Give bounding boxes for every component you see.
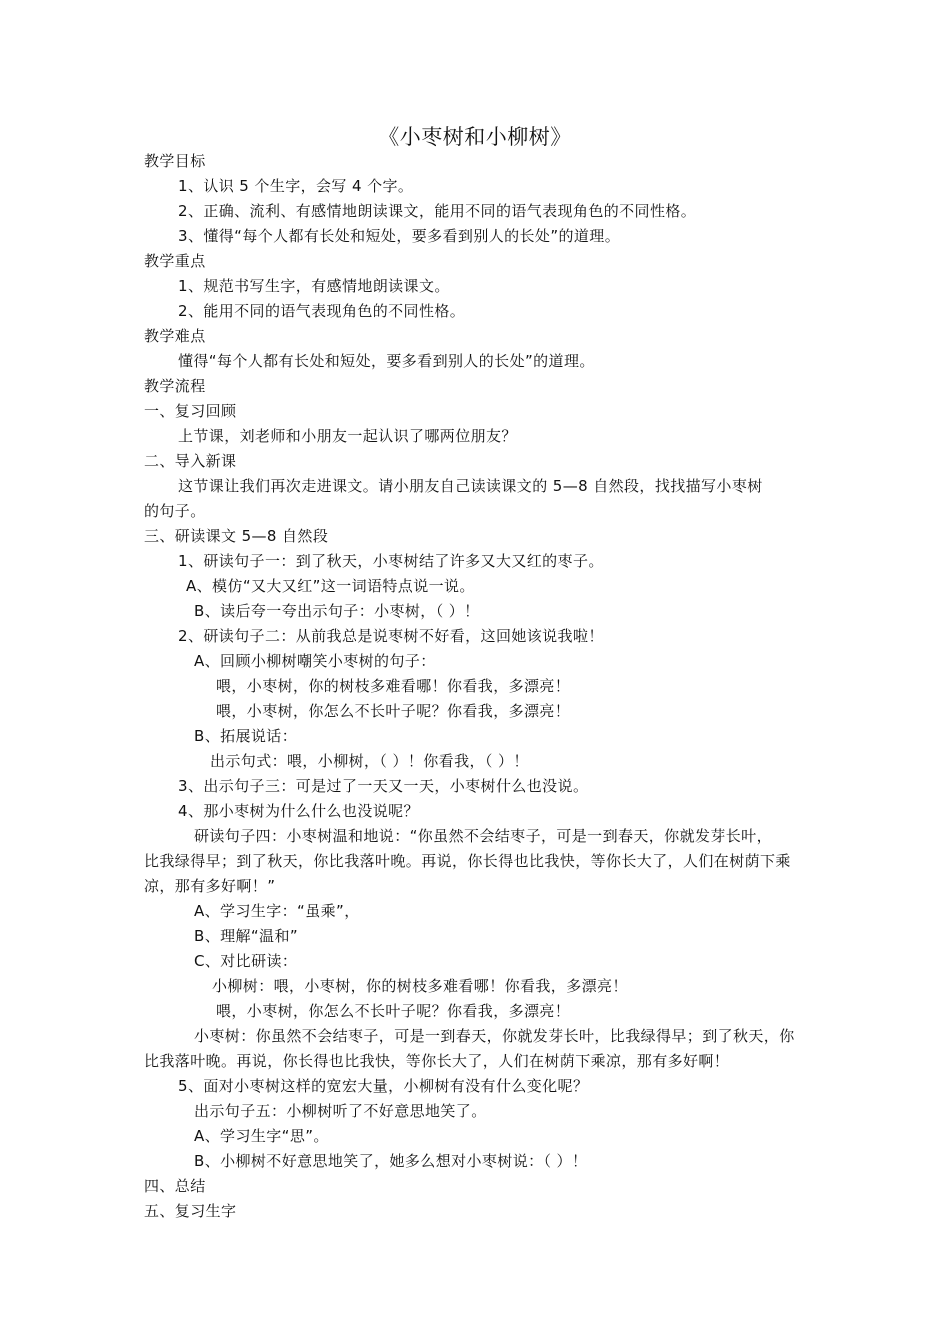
step-heading-review-characters: 五、复习生字 bbox=[144, 1202, 237, 1220]
quote-line: 喂，小枣树，你怎么不长叶子呢？你看我，多漂亮！ bbox=[216, 702, 571, 720]
sub-item: B、小柳树不好意思地笑了，她多么想对小枣树说：（ ）！ bbox=[194, 1152, 588, 1170]
step-heading-study: 三、研读课文 5—8 自然段 bbox=[144, 527, 329, 545]
paragraph-line: 上节课，刘老师和小朋友一起认识了哪两位朋友？ bbox=[178, 427, 517, 445]
sub-item: B、读后夸一夸出示句子：小枣树，（ ）！ bbox=[194, 602, 480, 620]
study-item: 3、出示句子三：可是过了一天又一天，小枣树什么也没说。 bbox=[178, 777, 589, 795]
paragraph-line: 出示句子五：小柳树听了不好意思地笑了。 bbox=[194, 1102, 487, 1120]
sub-item: B、拓展说话： bbox=[194, 727, 298, 745]
section-heading-objectives: 教学目标 bbox=[144, 152, 206, 170]
paragraph-line: 这节课让我们再次走进课文。请小朋友自己读读课文的 5—8 自然段，找找描写小枣树 bbox=[178, 477, 763, 495]
sub-item: C、对比研读： bbox=[194, 952, 298, 970]
key-point-item: 1、规范书写生字，有感情地朗读课文。 bbox=[178, 277, 450, 295]
key-point-item: 2、能用不同的语气表现角色的不同性格。 bbox=[178, 302, 466, 320]
paragraph-line: 比我落叶晚。再说，你长得也比我快，等你长大了，人们在树荫下乘凉，那有多好啊！ bbox=[144, 1052, 730, 1070]
study-item: 4、那小枣树为什么什么也没说呢？ bbox=[178, 802, 419, 820]
study-item: 1、研读句子一：到了秋天，小枣树结了许多又大又红的枣子。 bbox=[178, 552, 604, 570]
quote-line: 喂，小枣树，你的树枝多难看哪！你看我，多漂亮！ bbox=[216, 677, 571, 695]
step-heading-introduction: 二、导入新课 bbox=[144, 452, 237, 470]
paragraph-line: 的句子。 bbox=[144, 502, 206, 520]
sub-item: A、学习生字“思”。 bbox=[194, 1127, 329, 1145]
objective-item: 3、懂得“每个人都有长处和短处，要多看到别人的长处”的道理。 bbox=[178, 227, 621, 245]
paragraph-line: 研读句子四：小枣树温和地说：“你虽然不会结枣子，可是一到春天，你就发芽长叶， bbox=[194, 827, 772, 845]
difficulty-item: 懂得“每个人都有长处和短处，要多看到别人的长处”的道理。 bbox=[178, 352, 595, 370]
step-heading-summary: 四、总结 bbox=[144, 1177, 206, 1195]
section-heading-difficulties: 教学难点 bbox=[144, 327, 206, 345]
quote-line: 喂，小枣树，你怎么不长叶子呢？你看我，多漂亮！ bbox=[216, 1002, 571, 1020]
paragraph-line: 比我绿得早；到了秋天，你比我落叶晚。再说，你长得也比我快，等你长大了，人们在树荫下乘 bbox=[144, 852, 791, 870]
section-heading-process: 教学流程 bbox=[144, 377, 206, 395]
sub-item: B、理解“温和” bbox=[194, 927, 299, 945]
sub-item: A、模仿“又大又红”这一词语特点说一说。 bbox=[186, 577, 475, 595]
objective-item: 1、认识 5 个生字，会写 4 个字。 bbox=[178, 177, 414, 195]
sub-item: A、学习生字：“虽乘”， bbox=[194, 902, 360, 920]
sub-item: A、回顾小柳树嘲笑小枣树的句子： bbox=[194, 652, 436, 670]
study-item: 5、面对小枣树这样的宽宏大量，小柳树有没有什么变化呢？ bbox=[178, 1077, 589, 1095]
step-heading-review: 一、复习回顾 bbox=[144, 402, 237, 420]
study-item: 2、研读句子二：从前我总是说枣树不好看，这回她该说我啦！ bbox=[178, 627, 604, 645]
page-title: 《小枣树和小柳树》 bbox=[378, 125, 572, 149]
paragraph-line: 小枣树：你虽然不会结枣子，可是一到春天，你就发芽长叶，比我绿得早；到了秋天，你 bbox=[194, 1027, 795, 1045]
sentence-pattern: 出示句式：喂，小柳树，（ ）！你看我，（ ）！ bbox=[210, 752, 529, 770]
objective-item: 2、正确、流利、有感情地朗读课文，能用不同的语气表现角色的不同性格。 bbox=[178, 202, 697, 220]
paragraph-line: 凉，那有多好啊！” bbox=[144, 877, 276, 895]
section-heading-key-points: 教学重点 bbox=[144, 252, 206, 270]
quote-line: 小柳树：喂，小枣树，你的树枝多难看哪！你看我，多漂亮！ bbox=[212, 977, 628, 995]
